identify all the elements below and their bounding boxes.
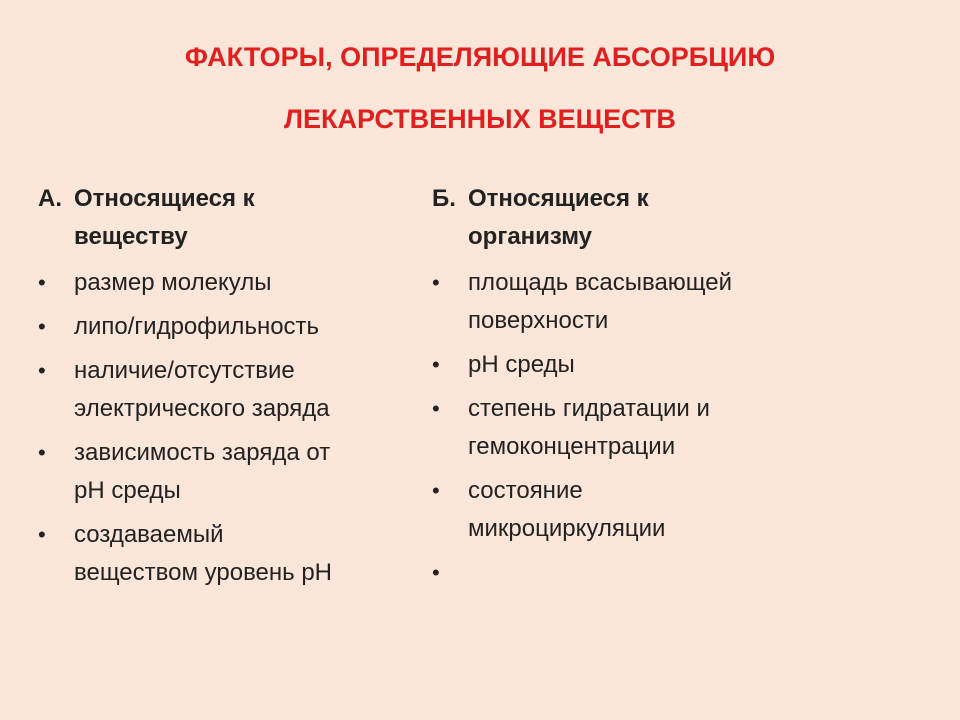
item-line-2: поверхности — [468, 307, 609, 334]
column-a-prefix: А. — [38, 185, 62, 212]
column-a-heading-line-2: веществу — [74, 223, 188, 250]
list-item — [38, 434, 438, 510]
column-a-list — [38, 264, 438, 592]
list-item — [432, 554, 852, 592]
list-item — [38, 264, 438, 302]
item-line-2: веществом уровень рН — [74, 559, 332, 586]
item-line-1: создаваемый — [74, 521, 224, 548]
item-line-1: состояние — [468, 477, 583, 504]
column-b-prefix: Б. — [432, 185, 456, 212]
item-line-2: гемоконцентрации — [468, 433, 676, 460]
column-b-heading-line-1: Относящиеся к — [468, 185, 649, 212]
column-organism-factors — [432, 180, 852, 598]
list-item — [38, 352, 438, 428]
column-b-heading-line-2: организму — [468, 223, 593, 250]
item-line-1: липо/гидрофильность — [74, 313, 320, 340]
item-line-1: размер молекулы — [74, 269, 272, 296]
column-b-heading — [432, 180, 852, 256]
list-item — [38, 516, 438, 592]
column-a-heading — [38, 180, 438, 256]
bullet-icon: • — [38, 270, 46, 295]
item-line-1: площадь всасывающей — [468, 269, 733, 296]
bullet-icon: • — [432, 478, 440, 503]
bullet-icon: • — [38, 440, 46, 465]
slide-title-line-1: ФАКТОРЫ, ОПРЕДЕЛЯЮЩИЕ АБСОРБЦИЮ — [184, 42, 776, 72]
item-line-2: микроциркуляции — [468, 515, 666, 542]
column-substance-factors — [38, 180, 438, 598]
list-item — [38, 308, 438, 346]
bullet-icon: • — [38, 358, 46, 383]
item-line-2: рН среды — [74, 477, 181, 504]
item-line-1: степень гидратации и — [468, 395, 710, 422]
slide-title-line-2: ЛЕКАРСТВЕННЫХ ВЕЩЕСТВ — [284, 104, 676, 134]
bullet-icon: • — [38, 314, 46, 339]
list-item — [432, 264, 852, 340]
bullet-icon: • — [38, 522, 46, 547]
bullet-icon: • — [432, 352, 440, 377]
item-line-2: электрического заряда — [74, 395, 330, 422]
bullet-icon: • — [432, 270, 440, 295]
column-b-list — [432, 264, 852, 592]
item-line-1: зависимость заряда от — [74, 439, 331, 466]
item-line-1: наличие/отсутствие — [74, 357, 295, 384]
column-a-heading-line-1: Относящиеся к — [74, 185, 255, 212]
list-item — [432, 390, 852, 466]
bullet-icon: • — [432, 396, 440, 421]
list-item — [432, 346, 852, 384]
item-line-1: рН среды — [468, 351, 575, 378]
bullet-icon: • — [432, 560, 440, 585]
list-item — [432, 472, 852, 548]
